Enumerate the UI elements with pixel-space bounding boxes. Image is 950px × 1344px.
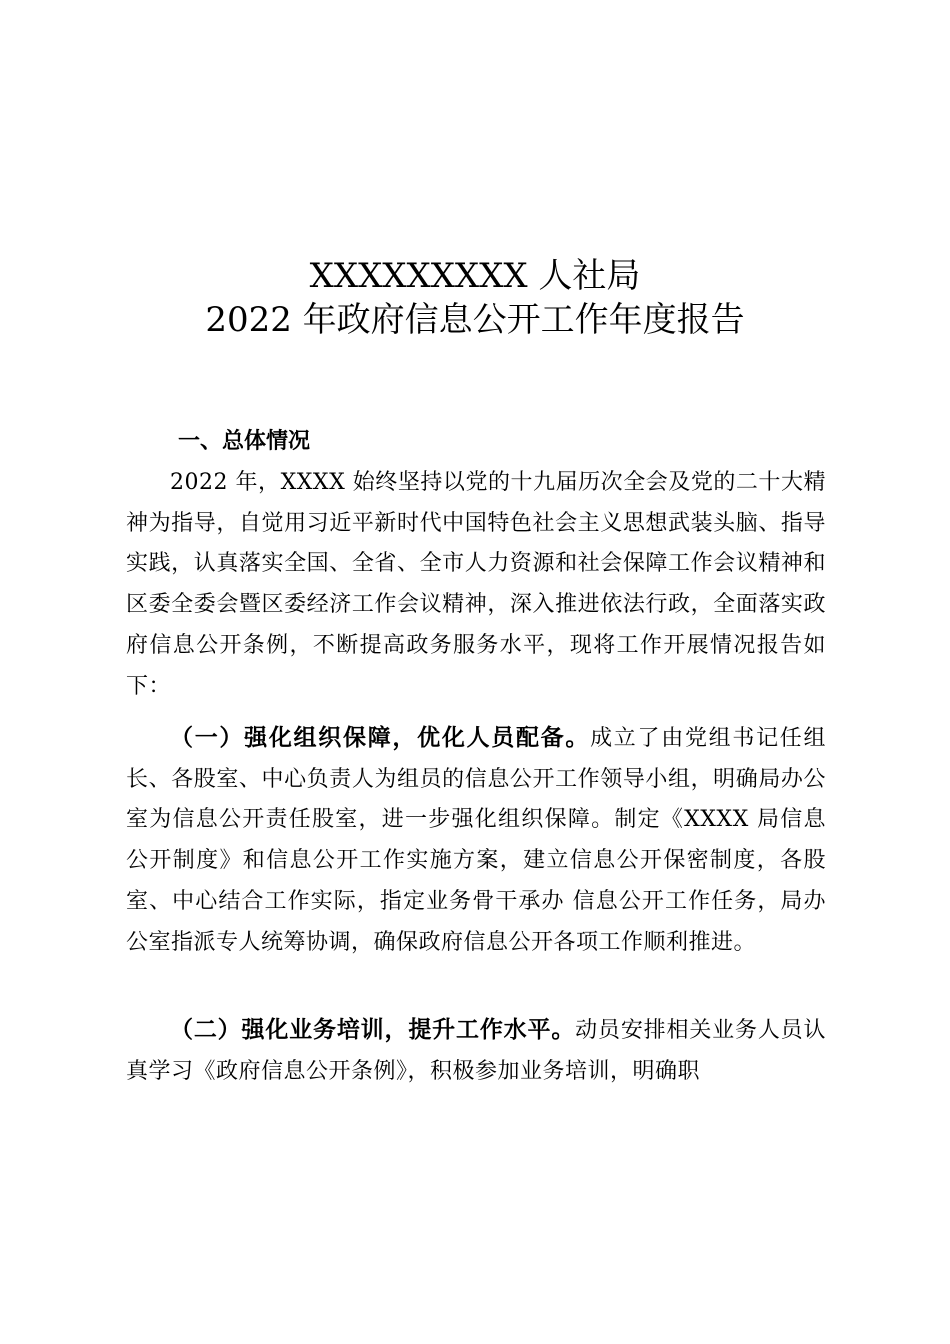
item-2-paragraph <box>126 1010 826 1092</box>
document-title-line-1: XXXXXXXXX 人社局 <box>309 256 641 296</box>
item-1-paragraph <box>126 718 826 963</box>
item-2-body: 动员安排相关业务人员认真学习《政府信息公开条例》，积极参加业务培训，明确职 <box>126 1018 827 1084</box>
intro-paragraph: 2022 年，XXXX 始终坚持以党的十九届历次全会及党的二十大精神为指导，自觉用习近平新时代中国特色社会主义思想武装头脑、指导实践，认真落实全国、全省、全市人力资源和社会保障工作会议精神和区委全委会暨区委经济工作会议精神，深入推进依法行政，全面落实政府信息公开条例，不断提高政务服务水平，现将工作开展情况报告如下： <box>126 470 826 699</box>
section-heading-overview: 一、总体情况 <box>178 429 311 454</box>
document-title-line-2: 2022 年政府信息公开工作年度报告 <box>205 300 745 340</box>
item-1-lead: （一）强化组织保障，优化人员配备。 <box>170 725 591 751</box>
item-2-lead: （二）强化业务培训，提升工作水平。 <box>170 1017 576 1043</box>
item-1-body: 成立了由党组书记任组长、各股室、中心负责人为组员的信息公开工作领导小组，明确局办公室为信息公开责任股室，进一步强化组织保障。制定《XXXX 局信息公开制度》和信息公开工作实施方案，建立信息公开保密制度，各股室、中心结合工作实际，指定业务骨干承办 信息公开工作任务，局办公室指派专人统筹协调，确保政府信息公开各项工作顺利推进。 <box>126 726 826 955</box>
